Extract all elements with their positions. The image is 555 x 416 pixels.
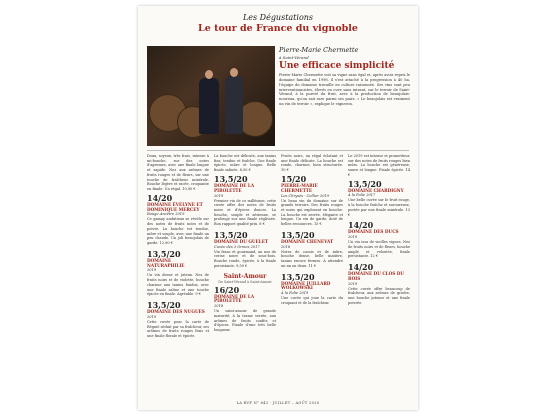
domain-name: DOMAINE CHENEVAT [281, 238, 334, 244]
domain-name: PIERRE-MARIE CHERMETTE [281, 182, 318, 193]
domain-name: DOMAINE JUILLARD WOLKOWSKI [281, 280, 331, 291]
page-footer: LA RVF N° 643 · JUILLET – AOÛT 2020 [236, 401, 320, 405]
tasting-entry [214, 175, 276, 227]
wine-name: 2019 [147, 268, 157, 273]
body-text: Doux, soyeux, très frais, intense à mi-bouche, sur des notes d'agrumes, avec une finale longue et sapide. Nez aux arômes de fruits rouges et de fleurs, sur une touche de fraîcheur minérale. Bouche légère et racée, croquante en finale. Un régal. 10,90 € [147, 154, 209, 192]
tasting-note: Un vin dense et juteux. Nez de fruits noirs et de violette, bouche charnue aux tanins fondus, avec une finale saline et une touche épicée en finale. Agréable. 9 € [147, 273, 209, 297]
magazine-page [138, 6, 418, 410]
domain-name: DOMAINE DU CLOS DU BOIS [348, 271, 405, 281]
score: 13,5/20 [147, 299, 181, 310]
score: 13,5/20 [214, 229, 248, 240]
score: 13,5/20 [348, 178, 382, 189]
body-text: Fruits noirs, un régal éclatant et une finale délicate. La bouche est ronde, charnue, bien structurée. 10 € [281, 154, 343, 173]
wine-name: Les Chrysés - Cellier 2019 [281, 193, 330, 198]
tasting-entry [281, 273, 343, 306]
appellation-heading: Saint-Amour [223, 272, 267, 280]
domain-name: DOMAINE NATURAPHILIE [147, 257, 185, 268]
domain-name: DOMAINE DE LA PIROLETTE [214, 293, 255, 304]
body-text: Le 2019 est intense et prometteur, sur des notes de fruits rouges bien mûrs. La bouche est généreuse, suave et longue. Finale épicée. 14 € [348, 154, 410, 177]
tasting-note: Une cuvée qui joue la carte du croquant et de la fraîcheur. [281, 296, 343, 305]
divider [147, 150, 409, 151]
score: 14/20 [348, 262, 374, 272]
tasting-note: Vin franc et gourmand, au nez de cerise noire et de sous-bois. Bouche ronde, épicée, à la finale persistante. 9,50 € [214, 249, 276, 268]
wine-name: À la Folie 2017 [348, 193, 376, 198]
wine-name: Rouge Ancêtre 2019 [147, 212, 185, 217]
wine-name: 2019 [147, 314, 157, 319]
tasting-note: Cette cuvée pour la carte de Régnié séduit par sa fraîcheur, ses arômes de fruits rouges frais et une finale florale et épicée. [147, 319, 209, 338]
score: 14/20 [348, 220, 374, 231]
score: 14/20 [147, 192, 173, 203]
score: 13,5/20 [147, 248, 181, 259]
tasting-entry [348, 180, 410, 218]
tasting-note: Cette cuvée offre beaucoup de fraîcheur, aux arômes de griotte, une bouche juteuse et une finale poivrée. [348, 286, 410, 305]
domain-name: DOMAINE DES DUCS [348, 229, 399, 235]
wine-name: Cuvée des 3 Ormes 2017 [214, 244, 260, 249]
domain-name: DOMAINE DU GUELET [214, 238, 269, 244]
domain-name: DOMAINE ÉVELYNE ET DOMINIQUE MERCEY [147, 201, 203, 212]
tasting-note: Premier vin de ce millésime, cette cuvée offre des notes de fruits noirs et d'épices douces. La bouche, souple et aérienne, se prolonge sur une finale réglissée. Bon rapport qualité prix. 8 € [214, 198, 276, 227]
tasting-entry [348, 263, 410, 306]
tasting-note: Un beau vin du domaine sur de grands terroirs. Des fruits rouges et noirs qui explosent en bouche. La bouche est serrée, élégante et longue. Un vin de garde, doté de belles ressources. 15 € [281, 198, 343, 227]
feature-intro [279, 46, 410, 146]
tasting-note: Un saint-amour de grande maturité, à la trame serrée, aux arômes de fruits confits et d'épices. Finale d'une très belle longueur. [214, 309, 276, 333]
tasting-note: Ce gamay ambitieux se révèle sur des notes de fruits noirs et de poivre. La bouche est tendue, mûre et souple, avec une finale un peu chaude. Un joli beaujolais de garde. 12,90 € [147, 217, 209, 245]
domain-name: DOMAINE DE LA PIROLETTE [214, 182, 255, 193]
wine-name: 2018 [214, 304, 224, 309]
feature-lead: Pierre-Marie Chermette voit sa vigne sans égal et, après avoir repris le domaine familial en 1998, il s'est attaché à la progression à 40 ha, l'équipe du domaine travaille en culture raisonnée. Ses vins sont peu interventionnistes, élevés en cuve sans intrant, sur le terroir de Saint-Vérand, à la pureté du fruit, avec à la production de beaujolais-nouveau, qu'on sait rare parmi ses pairs. « Le beaujolais est vraiment un vin de terroir », explique le vigneron. [279, 73, 410, 107]
body-text: La bouche est délicate, aux tanins fins, tendue et fraîche. Une finale épicée, mûre et longue. Belle finale salinée. 8,50 € [214, 154, 276, 173]
tasting-entry [348, 221, 410, 259]
column-3 [281, 154, 343, 394]
domain-name: DOMAINE CHARDIGNY [348, 187, 404, 193]
feature-name: Pierre-Marie Chermette [279, 46, 359, 54]
tasting-columns [147, 154, 410, 394]
score: 13,5/20 [281, 271, 315, 282]
wine-name: 2018 [281, 244, 291, 249]
wine-name: 2019 [214, 193, 224, 198]
score: 15/20 [281, 173, 307, 184]
tasting-note: Une belle cuvée sur le fruit rouge, à la bouche fraîche et savoureuse, portée par une finale minérale. 13 € [348, 198, 410, 217]
section-kicker: Les Dégustations [242, 13, 314, 22]
tasting-entry [281, 231, 343, 269]
section-headline: Le tour de France du vignoble [198, 23, 358, 34]
tasting-entry [281, 175, 343, 227]
feature-photo [147, 46, 275, 146]
score: 16/20 [214, 284, 240, 295]
domain-name: DOMAINE DES NUGUES [147, 308, 205, 314]
column-2 [214, 154, 276, 394]
tasting-entry [214, 286, 276, 333]
tasting-entry [214, 231, 276, 269]
wine-name: 2019 [348, 235, 358, 240]
feature-title: Une efficace simplicité [279, 61, 395, 71]
column-4 [348, 154, 410, 394]
feature-place: à Saint-Vérand [279, 55, 309, 60]
tasting-entry [147, 301, 209, 339]
tasting-entry [147, 194, 209, 246]
tasting-note: Un vin issu de vieilles vignes. Nez de fruits noirs et de fleurs, bouche ample et veloutée, finale persistante. 12 € [348, 240, 410, 259]
wine-name: À la Folie 2019 [281, 291, 309, 296]
tasting-entry [147, 250, 209, 297]
appellation-subheading: De Saint-Vérand à Saint-Amour [218, 279, 272, 284]
score: 13,5/20 [214, 173, 248, 184]
tasting-note: Notes de cassis et de mûre, bouche dense, belle matière, tanins encore fermes. À attendre un an ou deux. 11 € [281, 249, 343, 268]
score: 13,5/20 [281, 229, 315, 240]
column-1 [147, 154, 209, 394]
wine-name: 2019 [348, 281, 358, 286]
